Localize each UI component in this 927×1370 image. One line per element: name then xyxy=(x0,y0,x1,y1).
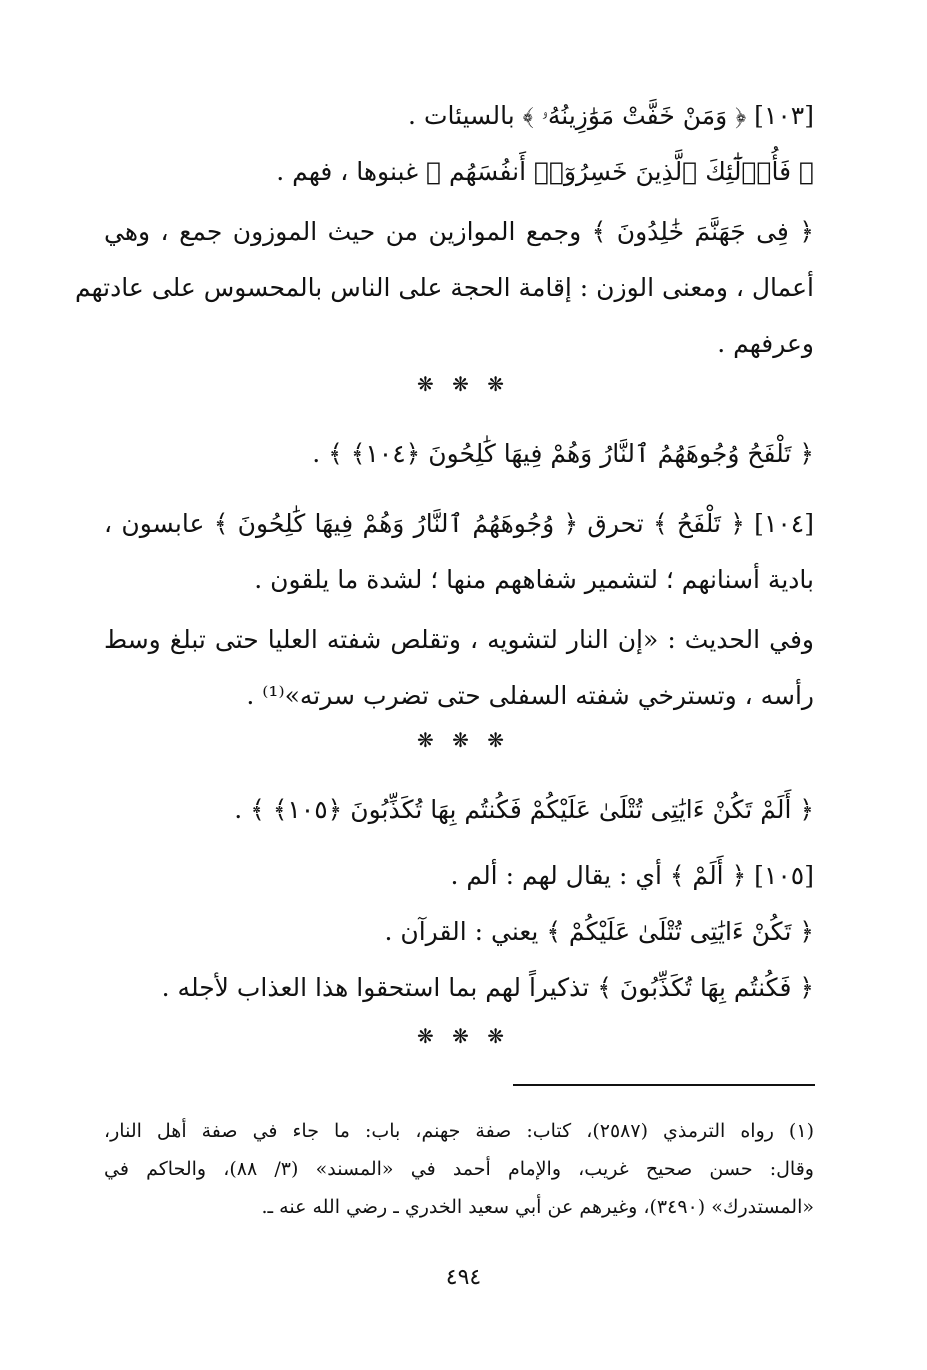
line-103-losers: ﴿ فَأُو۟لَٰٓئِكَ ٱلَّذِينَ خَسِرُوٓا۟ أَنفُسَهُم ﴾ غبنوها ، فهم . xyxy=(276,157,814,186)
section-separator: ❋ ❋ ❋ xyxy=(417,1024,510,1048)
line-105-quran: ﴿ تَكُنْ ءَايَٰتِى تُتْلَىٰ عَلَيْكُمْ ﴾ يعني : القرآن . xyxy=(384,917,814,946)
line-104-commentary: [١٠٤] ﴿ تَلْفَحُ ﴾ تحرق ﴿ وُجُوهَهُمُ ٱلنَّارُ وَهُمْ فِيهَا كَٰلِحُونَ ﴾ عابسون ، xyxy=(104,509,814,538)
section-separator: ❋ ❋ ❋ xyxy=(417,728,510,752)
section-separator: ❋ ❋ ❋ xyxy=(417,372,510,396)
line-104-hadith: وفي الحديث : «إن النار لتشويه ، وتقلص شفته العليا حتى تبلغ وسط xyxy=(104,625,814,654)
line-105-alam: [١٠٥] ﴿ أَلَمْ ﴾ أي : يقال لهم : ألم . xyxy=(450,861,814,890)
line-103-weighing: أعمال ، ومعنى الوزن : إقامة الحجة على الناس بالمحسوس على عادتهم xyxy=(75,273,814,302)
page-number: ٤٩٤ xyxy=(445,1265,482,1290)
verse-105: ﴿ أَلَمْ تَكُنْ ءَايَٰتِى تُتْلَىٰ عَلَيْكُمْ فَكُنتُم بِهَا تُكَذِّبُونَ ﴿١٠٥﴾ ﴾ . xyxy=(234,795,814,824)
line-105-reminder: ﴿ فَكُنتُم بِهَا تُكَذِّبُونَ ﴾ تذكيراً لهم بما استحقوا هذا العذاب لأجله . xyxy=(161,973,814,1002)
line-103-hell: ﴿ فِى جَهَنَّمَ خَٰلِدُونَ ﴾ وجمع الموازين من حيث الموزون جمع ، وهي xyxy=(104,217,814,246)
line-103-custom: وعرفهم . xyxy=(717,329,814,358)
line-103-intro: [١٠٣] ﴿ وَمَنْ خَفَّتْ مَوَٰزِينُهُۥ ﴾ بالسيئات . xyxy=(408,101,814,130)
footnote-line: وقال: حسن صحيح غريب، والإمام أحمد في «المسند» (٣/ ٨٨)، والحاكم في xyxy=(104,1158,814,1180)
line-104-teeth: بادية أسنانهم ؛ لتشمير شفاههم منها ؛ لشدة ما يلقون . xyxy=(254,565,814,594)
footnote-line: (١) رواه الترمذي (٢٥٨٧)، كتاب: صفة جهنم، باب: ما جاء في صفة أهل النار، xyxy=(104,1120,814,1142)
footnote-line: «المستدرك» (٣٤٩٠)، وغيرهم عن أبي سعيد الخدري ـ رضي الله عنه ـ. xyxy=(261,1196,814,1218)
line-104-hadith-cont: رأسه ، وتسترخي شفته السفلى حتى تضرب سرته»⁽¹⁾ . xyxy=(246,681,814,710)
verse-104: ﴿ تَلْفَحُ وُجُوهَهُمُ ٱلنَّارُ وَهُمْ فِيهَا كَٰلِحُونَ ﴿١٠٤﴾ ﴾ . xyxy=(312,439,814,468)
footnote-divider xyxy=(513,1084,815,1086)
